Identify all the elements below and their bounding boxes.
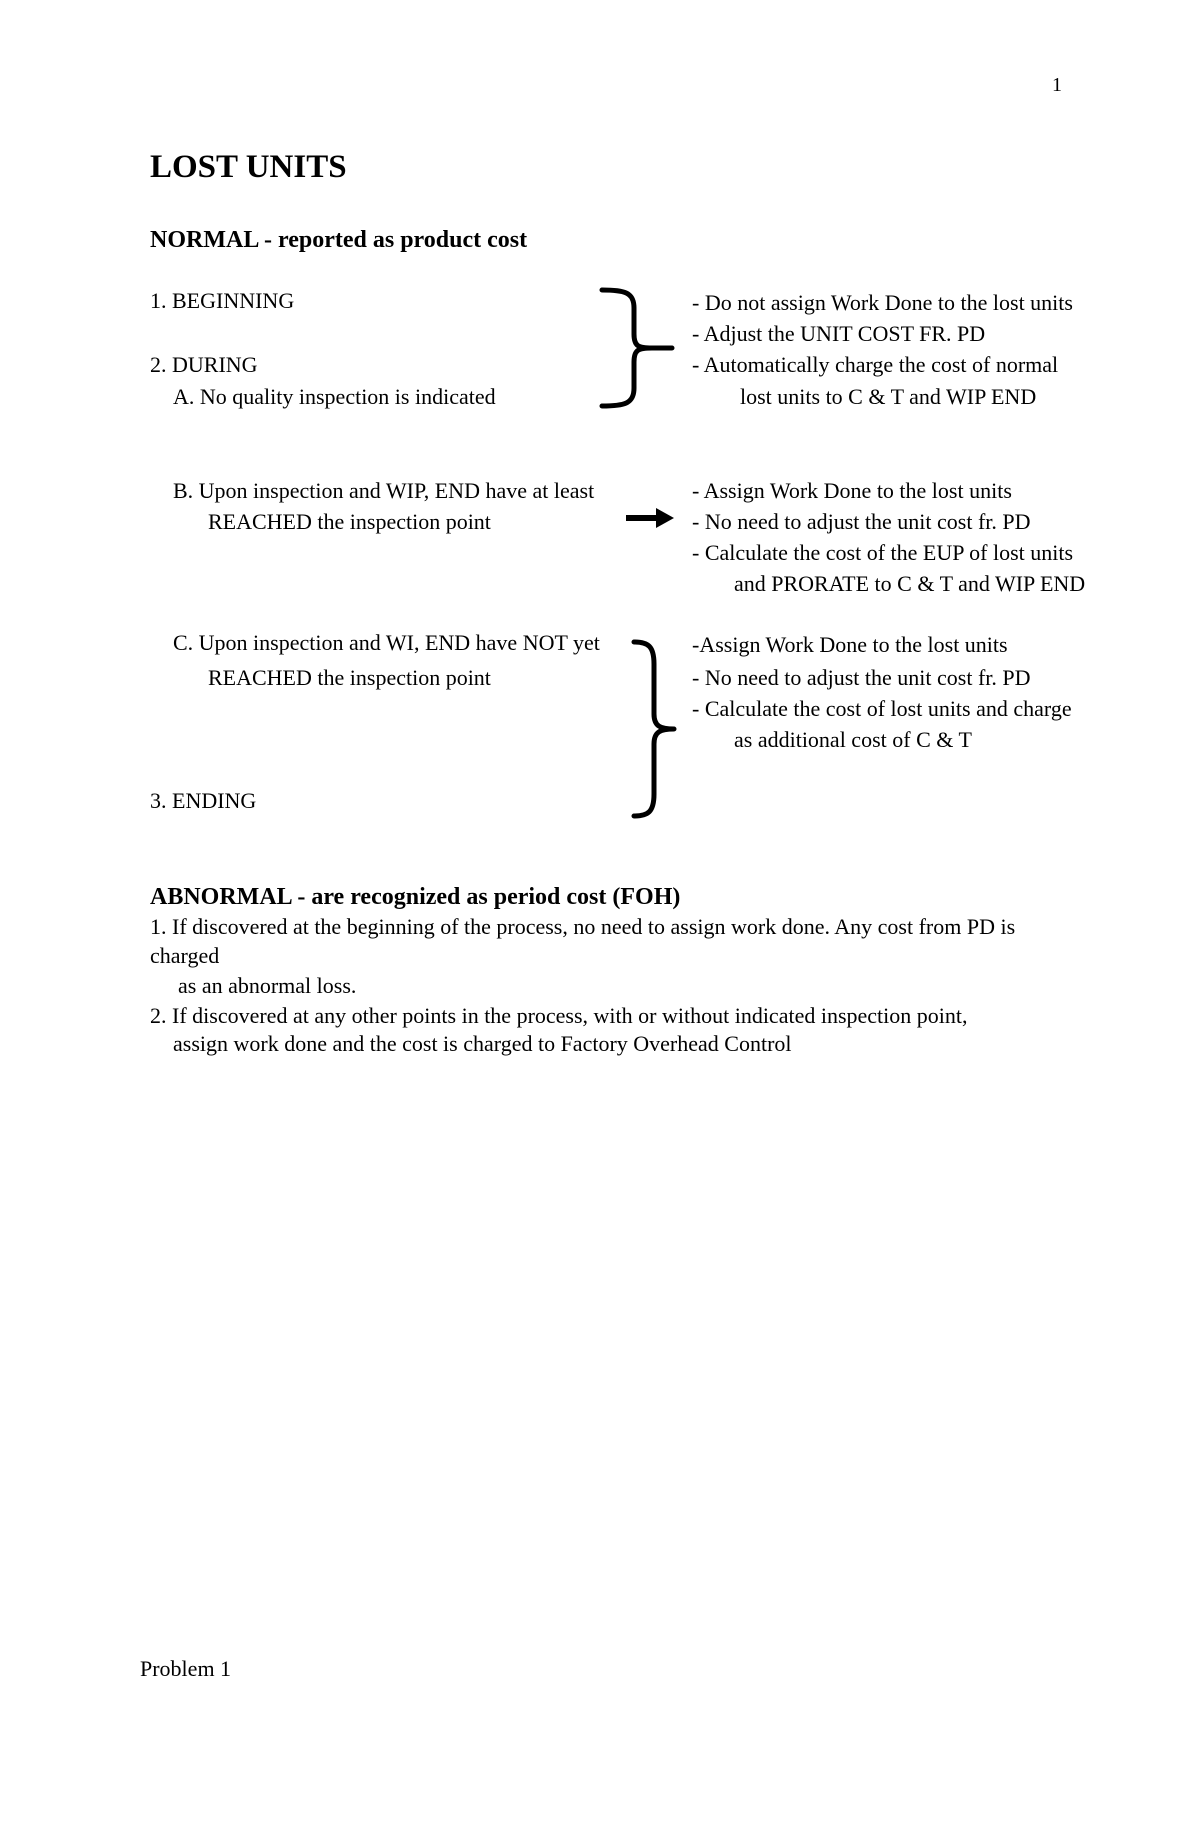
case-c-line2: REACHED the inspection point — [208, 665, 491, 690]
group1-note-3: - Automatically charge the cost of normal — [692, 352, 1059, 377]
abnormal-heading: ABNORMAL - are recognized as period cost (FOH) — [150, 884, 681, 910]
abnormal-item1-line1: 1. If discovered at the beginning of the process, no need to assign work done. Any cost from PD is — [150, 914, 1016, 939]
case-c-line1: C. Upon inspection and WI, END have NOT yet — [173, 630, 600, 655]
case-b-line1: B. Upon inspection and WIP, END have at least — [173, 478, 595, 503]
group1-note-4: lost units to C & T and WIP END — [740, 384, 1037, 409]
group2-note-4: and PRORATE to C & T and WIP END — [734, 571, 1086, 596]
right-brace-icon — [630, 638, 678, 820]
group3-note-1: -Assign Work Done to the lost units — [692, 632, 1008, 657]
abnormal-item1-line3: as an abnormal loss. — [178, 973, 357, 998]
right-arrow-icon — [624, 506, 676, 530]
group2-note-1: - Assign Work Done to the lost units — [692, 478, 1012, 503]
group1-note-1: - Do not assign Work Done to the lost units — [692, 290, 1073, 315]
group3-note-4: as additional cost of C & T — [734, 727, 972, 752]
group3-note-2: - No need to adjust the unit cost fr. PD — [692, 665, 1031, 690]
case-a: A. No quality inspection is indicated — [173, 384, 496, 409]
group2-note-2: - No need to adjust the unit cost fr. PD — [692, 509, 1031, 534]
right-brace-icon — [596, 286, 676, 410]
group2-note-3: - Calculate the cost of the EUP of lost units — [692, 540, 1074, 565]
group1-note-2: - Adjust the UNIT COST FR. PD — [692, 321, 986, 346]
item-beginning: 1. BEGINNING — [150, 288, 295, 313]
abnormal-item1-line2: charged — [150, 943, 220, 968]
case-b-line2: REACHED the inspection point — [208, 509, 491, 534]
footer-label: Problem 1 — [140, 1656, 232, 1681]
page-title: LOST UNITS — [150, 149, 347, 185]
item-ending: 3. ENDING — [150, 788, 257, 813]
group3-note-3: - Calculate the cost of lost units and charge — [692, 696, 1072, 721]
item-during: 2. DURING — [150, 352, 258, 377]
abnormal-item2-line1: 2. If discovered at any other points in the process, with or without indicated inspection point, — [150, 1003, 968, 1028]
page-number: 1 — [1052, 74, 1062, 96]
normal-heading: NORMAL - reported as product cost — [150, 227, 528, 253]
abnormal-item2-line2: assign work done and the cost is charged to Factory Overhead Control — [173, 1031, 792, 1056]
